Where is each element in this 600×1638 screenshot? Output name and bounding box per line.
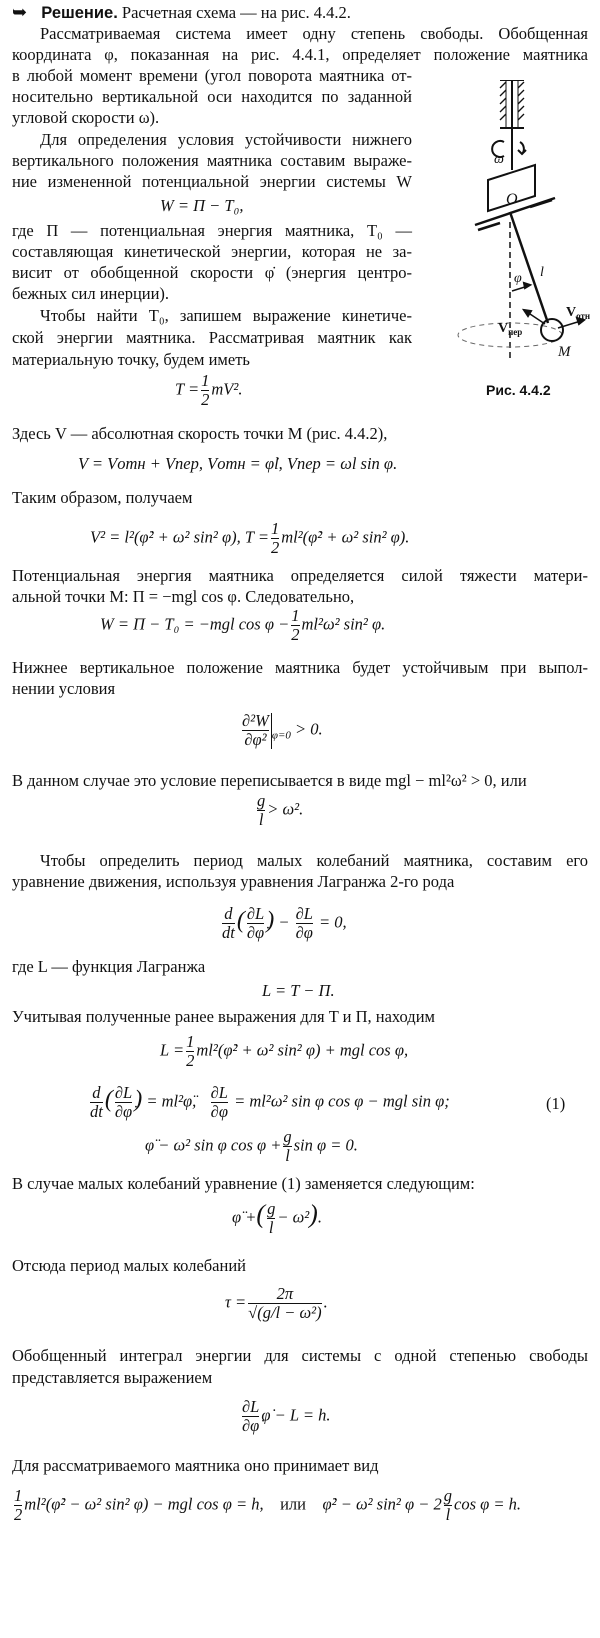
formula-stability: $\frac{\text{∂²W}}{\text{∂φ²}}$ $_{\varphi=0}$ > 0. [242,711,323,749]
text-line: ской энергии маятника. Рассматривая маятник как [12,328,412,347]
text-line: представляется выражением [12,1368,213,1387]
text-line: В данном случае это условие переписывается в виде mgl − ml²ω² > 0, или [12,771,527,790]
equation-number: (1) [546,1094,566,1113]
formula-small: φ̈ +( $\frac{g}{l}$ − ω²). [232,1199,322,1237]
text-line: Чтобы определить период малых колебаний маятника, составим его [40,851,588,870]
formula-L: L = $\frac{1}{2}$ ml²(φ̇² + ω² sin² φ) + mgl cos φ, [160,1032,409,1070]
solution-title: Решение. [41,4,118,22]
text-line: где Π — потенциальная энергия маятника, T₀ — [12,221,412,240]
text-line: Для определения условия устойчивости нижнего [40,130,412,149]
v-per-label: $V_{пер}$ [498,321,523,337]
text-line: В случае малых колебаний уравнение (1) заменяется следующим: [12,1174,475,1193]
formula-eq1: $\frac{d}{dt}$ ( $\frac{\partial L}{\partial\varphi̇}$ ) = ml²φ̈, $\frac{\partial L}{\partial\varphi}$ = ml²ω² sin φ cos φ − mgl sin φ; [90,1083,450,1121]
solution-intro: Расчетная схема — на рис. 4.4.2. [121,3,351,22]
solution-heading [12,2,351,24]
text-line: угловой скорости ω). [12,108,160,127]
figure-caption: Рис. 4.4.2 [486,382,551,398]
formula-W: W = Π − T₀, [160,196,244,215]
pendulum-figure [400,80,600,400]
point-O-label: O [506,191,518,208]
text-line: в любой момент времени (угол поворота маятника от- [12,66,412,85]
text-line: Здесь V — абсолютная скорость точки M (рис. 4.4.2), [12,424,388,443]
v-otn-label: $V_{отн}$ [566,305,591,321]
text-line: Таким образом, получаем [12,488,193,507]
text-line: вертикального положения маятника составим выраже- [12,151,412,170]
text-line: составляющая кинетической энергии, которая не за- [12,242,412,261]
text-line: альной точки M: Π = −mgl cos φ. Следовательно, [12,587,355,606]
formula-V: V = Vотн + Vпер, Vотн = φ̇l, Vпер = ωl sin φ. [78,454,398,473]
text-line: Учитывая полученные ранее выражения для T и Π, находим [12,1007,435,1026]
text-line: материальную точку, будем иметь [12,350,250,369]
text-line: ние измененной потенциальной энергии системы W [12,172,412,191]
text-line: Потенциальная энергия маятника определяется силой тяжести матери- [12,566,588,585]
text-line: Нижнее вертикальное положение маятника будет устойчивым при выпол- [12,658,588,677]
text-line: бежных сил инерции). [12,284,170,303]
text-line: координата φ, показанная на рис. 4.4.1, определяет положение маятника [12,45,588,64]
text-line: нении условия [12,679,116,698]
text-line: где L — функция Лагранжа [12,957,206,976]
formula-tau: τ = $\frac{2\pi}{\text{√(g/l − ω²)}}$ . [225,1284,328,1322]
text-line: Для рассматриваемого маятника оно принимает вид [12,1456,379,1475]
formula-T: T = $\frac{1}{2}$ mV². [175,371,243,409]
right-arrow-icon: ➥ [12,2,28,23]
formula-W2: W = Π − T₀ = −mgl cos φ − $\frac{1}{2}$ ml²ω² sin² φ. [100,606,386,644]
formula-V2: V² = l²(φ̇² + ω² sin² φ), T = $\frac{1}{2}$ ml²(φ̇² + ω² sin² φ). [90,519,410,557]
formula-L0: L = T − Π. [262,981,335,1000]
length-label: l [540,265,544,280]
formula-eq2: φ̈ − ω² sin φ cos φ + $\frac{g}{l}$ sin φ = 0. [145,1127,358,1165]
text-line: Обобщенный интеграл энергии для системы с одной степенью свободы [12,1346,588,1365]
text-line: уравнение движения, используя уравнения Лагранжа 2-го рода [12,872,455,891]
formula-lagrange: $\frac{d}{dt}$ ( $\frac{\partial L}{\partial\varphi̇}$ ) − $\frac{\partial L}{\partial\varphi}$ = 0, [222,904,347,942]
text-line: Рассматриваемая система имеет одну степень свободы. Обобщенная [40,24,588,43]
text-line: Отсюда период малых колебаний [12,1256,246,1275]
text-line: Чтобы найти T₀, запишем выражение кинетиче- [40,306,412,325]
omega-label: ω [494,152,504,167]
formula-last: $\frac{1}{2}$ ml²(φ̇² − ω² sin² φ) − mgl cos φ = h, или φ̇² − ω² sin² φ − 2 $\frac{g}{l}$ cos φ = h. [14,1486,522,1524]
text-line: висит от обобщенной скорости φ̇ (энергия центро- [12,263,412,282]
text-line: носительно вертикальной оси находится по заданной [12,87,412,106]
phi-label: φ [514,271,522,286]
formula-g-l: $\frac{g}{l}$ > ω². [257,791,304,829]
formula-energy-integral: $\frac{\partial L}{\partial\varphi̇}$ φ̇ − L = h. [242,1397,331,1435]
point-M-label: M [558,344,571,360]
